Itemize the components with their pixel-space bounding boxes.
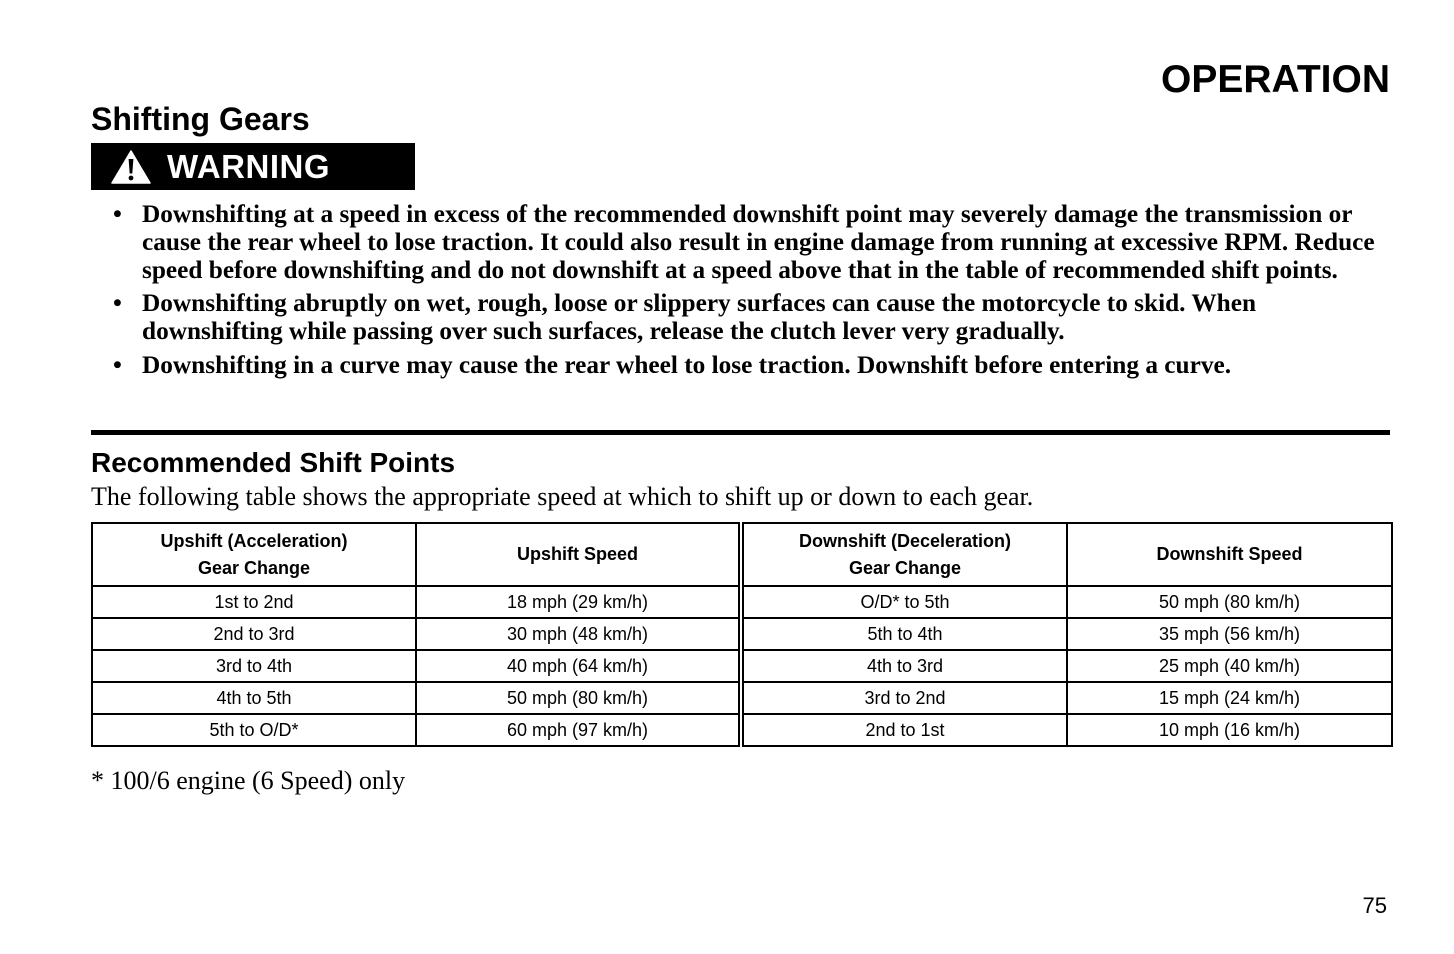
table-cell: 5th to O/D* (92, 714, 416, 746)
table-cell: 4th to 3rd (741, 650, 1067, 682)
header-line: Upshift (Acceleration) (160, 530, 348, 551)
table-cell: 40 mph (64 km/h) (416, 650, 741, 682)
chapter-title: OPERATION (1161, 58, 1390, 101)
table-cell: 4th to 5th (92, 682, 416, 714)
table-header-row (92, 523, 1392, 586)
table-cell: 30 mph (48 km/h) (416, 618, 741, 650)
shift-points-table (91, 522, 1393, 747)
table-row (92, 650, 1392, 682)
table-row (92, 618, 1392, 650)
warning-banner (91, 143, 415, 190)
table-row (92, 714, 1392, 746)
table-footnote: * 100/6 engine (6 Speed) only (91, 766, 406, 795)
shift-points-title: Recommended Shift Points (91, 447, 456, 478)
bullet: • (113, 350, 122, 379)
table-cell: 5th to 4th (741, 618, 1067, 650)
table-row (92, 682, 1392, 714)
header-line: Gear Change (848, 557, 962, 578)
bullet: • (113, 289, 122, 318)
warning-item (113, 201, 1390, 284)
warning-item (113, 290, 1390, 346)
header-upshift-speed (416, 523, 741, 586)
page-number: 75 (1362, 893, 1387, 918)
table-row (92, 586, 1392, 618)
table-cell: 10 mph (16 km/h) (1067, 714, 1392, 746)
warning-label: WARNING (167, 147, 330, 185)
warning-item-text: Downshifting in a curve may cause the rear wheel to lose traction. Downshift before entering a curve. (142, 350, 1232, 379)
table-cell: O/D* to 5th (741, 586, 1067, 618)
warning-item-text: Downshifting at a speed in excess of the recommended downshift point may severely damage the transmission or cause the rear wheel to lose traction. It could also result in engine damage from running at excessive RPM. Reduce speed before downshifting and do not downshift at a speed above that in the table of recommended shift points. (142, 200, 1375, 284)
warning-item-text: Downshifting abruptly on wet, rough, loose or slippery surfaces can cause the motorcycle to skid. When downshifting while passing over such surfaces, release the clutch lever very gradually. (142, 289, 1257, 346)
header-downshift-gear-change (741, 523, 1067, 586)
table-cell: 1st to 2nd (92, 586, 416, 618)
section-divider (91, 430, 1390, 435)
table-cell: 18 mph (29 km/h) (416, 586, 741, 618)
table-cell: 2nd to 3rd (92, 618, 416, 650)
table-cell: 60 mph (97 km/h) (416, 714, 741, 746)
header-line: Gear Change (197, 557, 311, 578)
header-downshift-speed (1067, 523, 1392, 586)
header-line: Upshift Speed (516, 544, 638, 564)
table-cell: 3rd to 4th (92, 650, 416, 682)
warning-item (113, 352, 1390, 380)
header-line: Downshift Speed (1156, 544, 1303, 564)
header-line: Downshift (Deceleration) (798, 530, 1012, 551)
table-cell: 2nd to 1st (741, 714, 1067, 746)
table-cell: 15 mph (24 km/h) (1067, 682, 1392, 714)
table-cell: 50 mph (80 km/h) (1067, 586, 1392, 618)
warning-triangle-icon (111, 150, 151, 184)
table-cell: 50 mph (80 km/h) (416, 682, 741, 714)
table-cell: 3rd to 2nd (741, 682, 1067, 714)
table-cell: 25 mph (40 km/h) (1067, 650, 1392, 682)
header-upshift-gear-change (92, 523, 416, 586)
warning-list (113, 201, 1390, 386)
section-title: Shifting Gears (91, 101, 310, 137)
table-cell: 35 mph (56 km/h) (1067, 618, 1392, 650)
shift-points-intro: The following table shows the appropriate speed at which to shift up or down to each gear. (91, 482, 1034, 511)
bullet: • (113, 200, 122, 228)
manual-page (91, 0, 1390, 954)
